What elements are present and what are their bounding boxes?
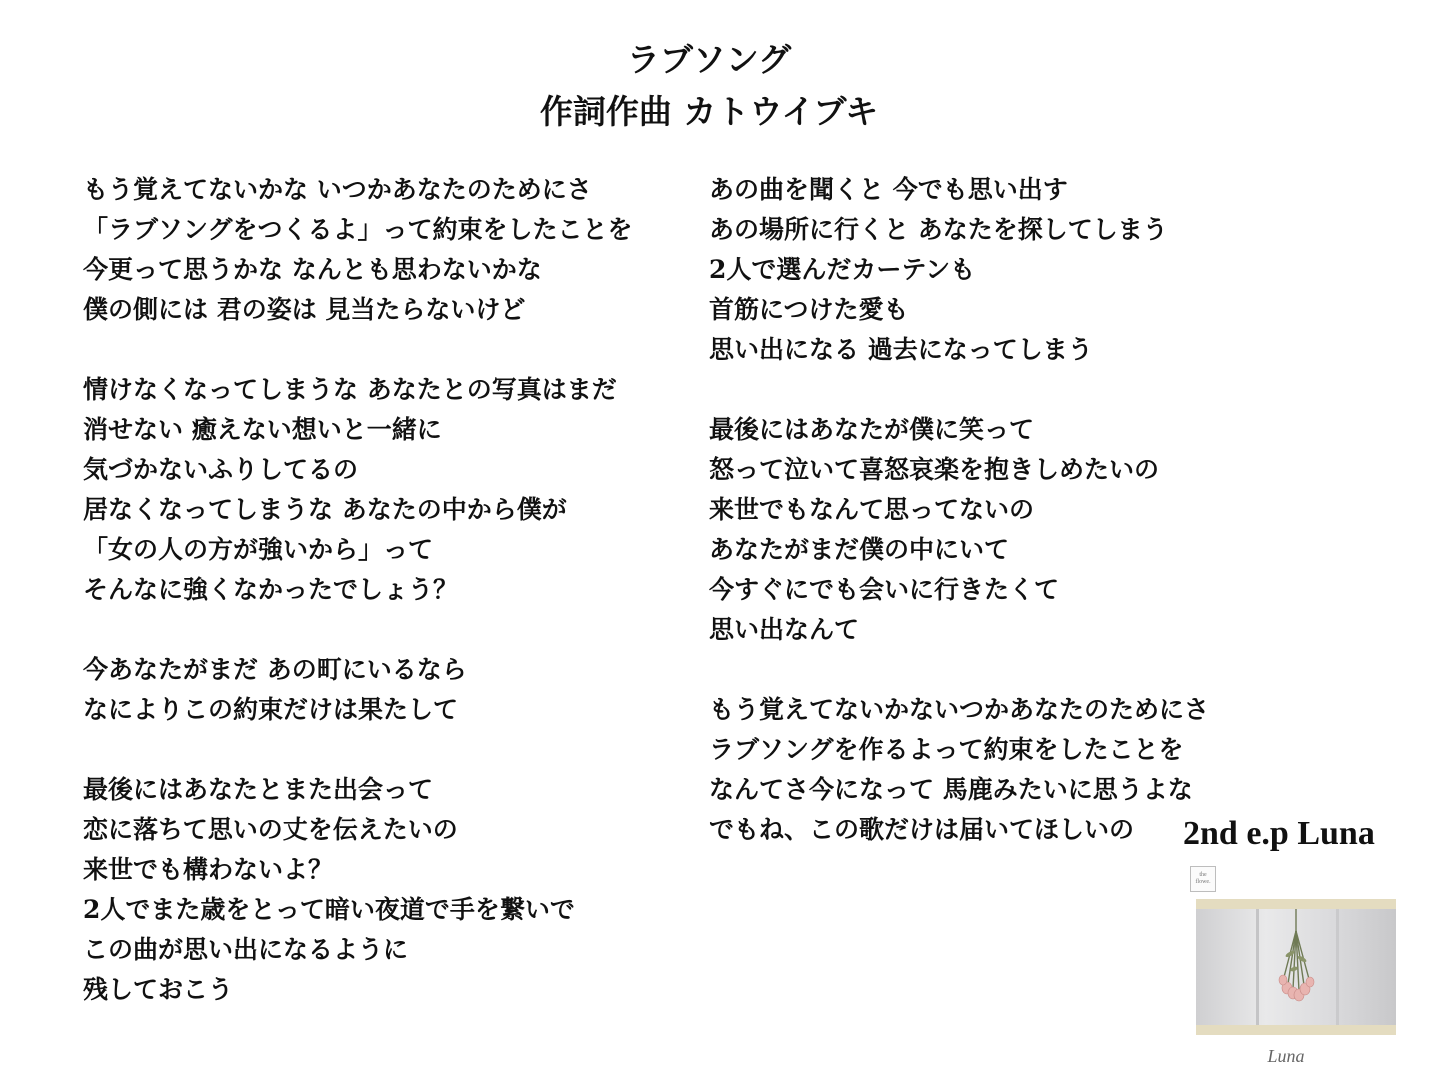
lyric-line: 居なくなってしまうな あなたの中から僕が xyxy=(83,495,567,524)
lyric-line: 僕の側には 君の姿は 見当たらないけど xyxy=(83,295,526,324)
lyrics-left-column xyxy=(83,170,693,1050)
album-logo xyxy=(1190,866,1216,892)
lyrics-stanza xyxy=(709,170,1269,370)
album-photo-frame xyxy=(1196,899,1396,1035)
lyric-line: 恋に落ちて思いの丈を伝えたいの xyxy=(83,815,458,844)
lyric-line: でもね、この歌だけは届いてほしいの xyxy=(709,815,1135,844)
lyric-line: 「ラブソングをつくるよ」って約束をしたことを xyxy=(83,215,633,244)
lyrics-right-column xyxy=(709,170,1269,890)
lyric-line: 2人で選んだカーテンも xyxy=(709,255,976,284)
lyrics-stanza xyxy=(83,650,693,730)
album-logo-text: the flowe. xyxy=(1195,872,1211,885)
lyric-line: 怒って泣いて喜怒哀楽を抱きしめたいの xyxy=(709,455,1160,484)
lyric-line: 気づかないふりしてるの xyxy=(83,455,359,484)
lyric-line: あなたがまだ僕の中にいて xyxy=(709,535,1010,564)
song-credit: 作詞作曲 カトウイブキ xyxy=(539,92,879,131)
album-title: 2nd e.p Luna xyxy=(1183,815,1375,852)
song-title: ラブソング xyxy=(626,40,792,79)
lyrics-stanza xyxy=(83,170,693,330)
dried-flowers-photo xyxy=(1196,909,1396,1025)
lyric-line: なんてさ今になって 馬鹿みたいに思うよな xyxy=(709,775,1193,804)
lyrics-stanza xyxy=(83,770,693,1010)
lyric-line: 消せない 癒えない想いと一緒に xyxy=(83,415,442,444)
lyric-line: ラブソングを作るよって約束をしたことを xyxy=(709,735,1184,764)
lyric-line: 今あなたがまだ あの町にいるなら xyxy=(83,655,467,684)
lyric-line: 「女の人の方が強いから」って xyxy=(83,535,434,564)
lyric-line: 思い出になる 過去になってしまう xyxy=(709,335,1093,364)
lyric-line: 残しておこう xyxy=(83,975,234,1004)
lyric-line: 首筋につけた愛も xyxy=(709,295,909,324)
lyric-line: 2人でまた歳をとって暗い夜道で手を繋いで xyxy=(83,895,575,924)
lyric-line: 思い出なんて xyxy=(709,615,860,644)
lyric-line: 今更って思うかな なんとも思わないかな xyxy=(83,255,542,284)
lyric-line: 最後にはあなたが僕に笑って xyxy=(709,415,1035,444)
lyric-line: この曲が思い出になるように xyxy=(83,935,409,964)
lyric-line: 情けなくなってしまうな あなたとの写真はまだ xyxy=(83,375,617,404)
lyric-line: もう覚えてないかないつかあなたのためにさ xyxy=(709,695,1210,724)
lyric-line: 来世でもなんて思ってないの xyxy=(709,495,1035,524)
lyric-line: そんなに強くなかったでしょう？ xyxy=(83,575,459,604)
lyric-line: 今すぐにでも会いに行きたくて xyxy=(709,575,1060,604)
album-cover xyxy=(1186,866,1410,1076)
lyric-line: あの曲を聞くと 今でも思い出す xyxy=(709,175,1068,204)
lyrics-stanza xyxy=(709,410,1269,650)
album-cover-label: Luna xyxy=(1267,1046,1305,1066)
lyric-line: 最後にはあなたとまた出会って xyxy=(83,775,434,804)
lyric-line: 来世でも構わないよ？ xyxy=(83,855,334,884)
lyric-line: あの場所に行くと あなたを探してしまう xyxy=(709,215,1168,244)
lyrics-stanza xyxy=(83,370,693,610)
lyric-line: もう覚えてないかな いつかあなたのためにさ xyxy=(83,175,592,204)
lyric-line: なによりこの約束だけは果たして xyxy=(83,695,459,724)
